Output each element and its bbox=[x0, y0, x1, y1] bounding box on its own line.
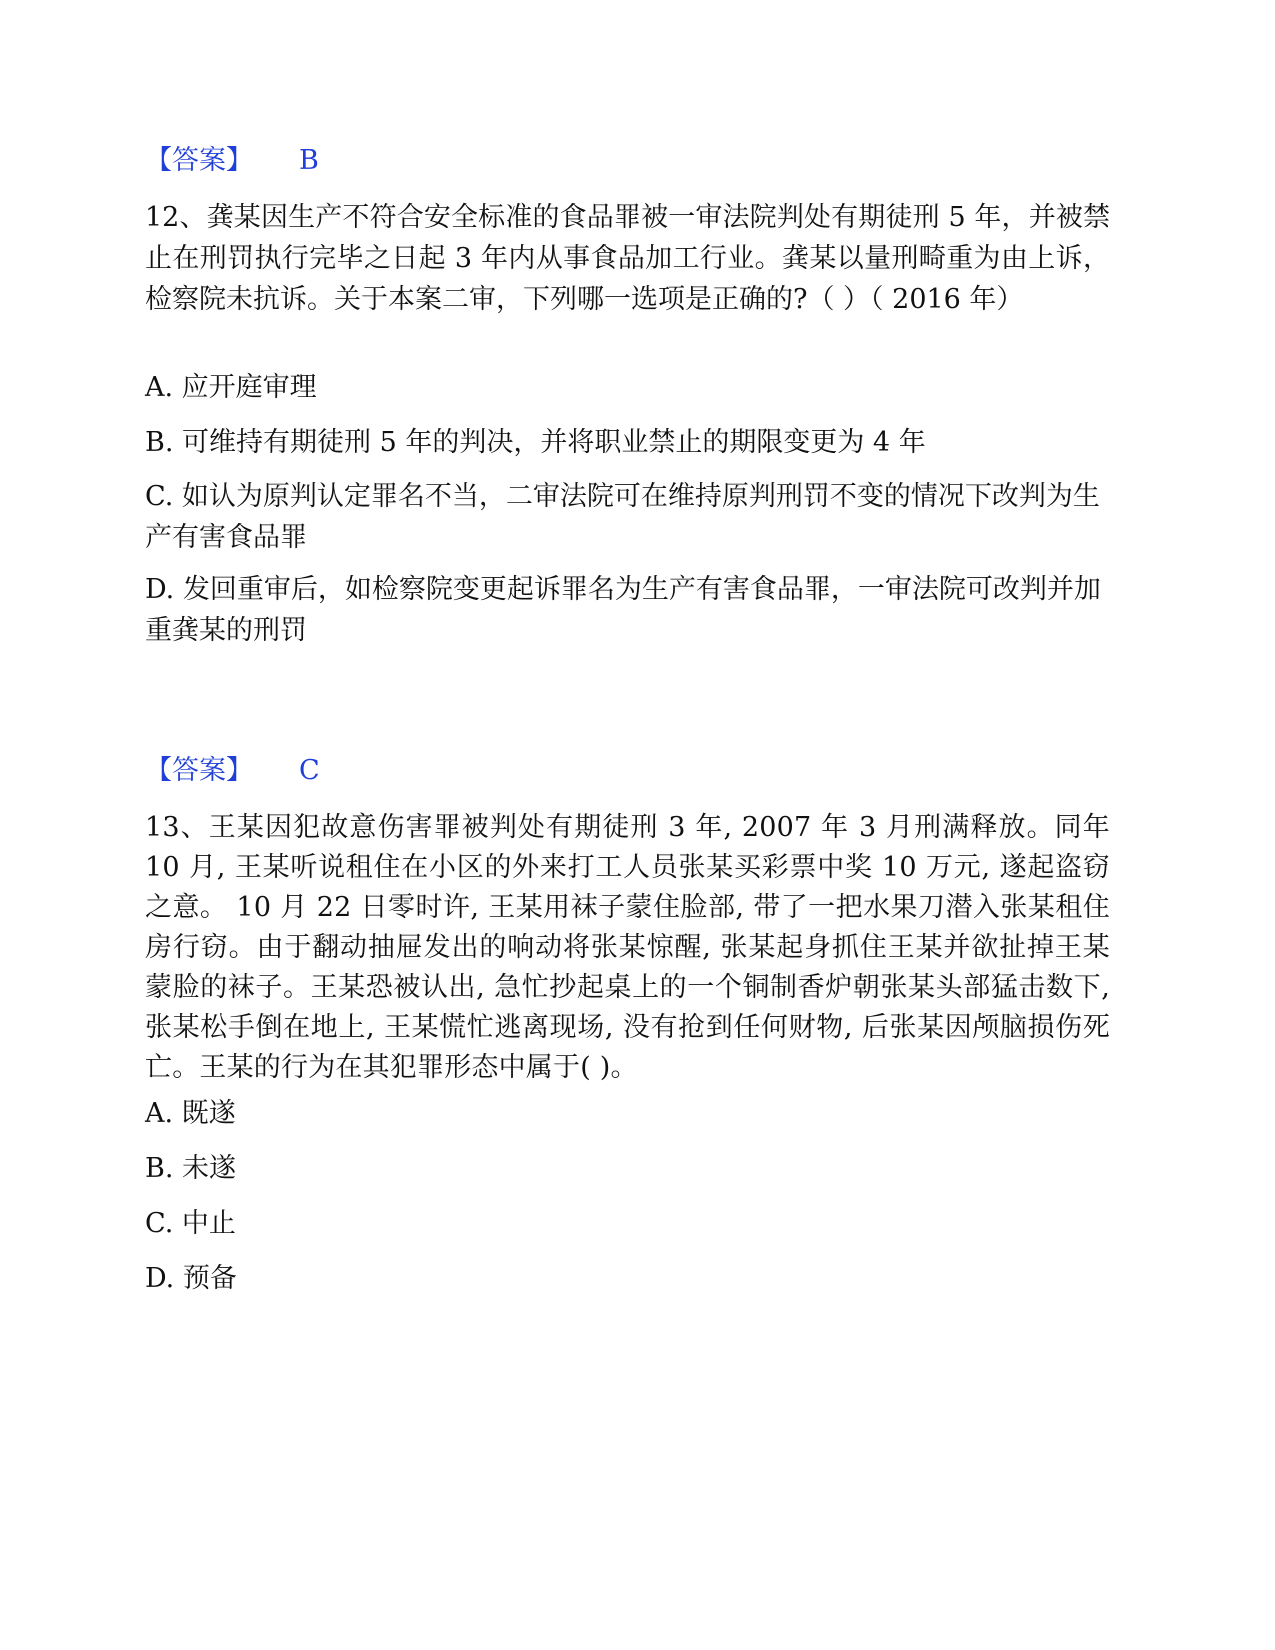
answer-label: 【答案】 bbox=[145, 755, 253, 786]
answer-value: C bbox=[299, 755, 320, 786]
question-13-option-c: C. 中止 bbox=[145, 1208, 236, 1239]
question-13-option-b: B. 未遂 bbox=[145, 1153, 237, 1184]
answer-label: 【答案】 bbox=[145, 145, 253, 176]
question-12-option-d: D. 发回重审后，如检察院变更起诉罪名为生产有害食品罪，一审法院可改判并加重龚某的刑罚 bbox=[145, 574, 1101, 646]
answer-line-q11 bbox=[145, 143, 319, 179]
question-13-option-a: A. 既遂 bbox=[145, 1098, 236, 1129]
question-12-option-b: B. 可维持有期徒刑 5 年的判决，并将职业禁止的期限变更为 4 年 bbox=[145, 427, 926, 458]
answer-line-q12 bbox=[145, 753, 320, 789]
question-12-stem: 12、龚某因生产不符合安全标准的食品罪被一审法院判处有期徒刑 5 年，并被禁止在刑罚执行完毕之日起 3 年内从事食品加工行业。龚某以量刑畸重为由上诉，检察院未抗诉。关于本案二审，下列哪一选项是正确的?（ ）（ 2016 年） bbox=[145, 202, 1110, 315]
question-12-option-c: C. 如认为原判认定罪名不当，二审法院可在维持原判刑罚不变的情况下改判为生产有害食品罪 bbox=[145, 481, 1100, 553]
answer-value: B bbox=[299, 145, 319, 176]
question-13-stem: 13、王某因犯故意伤害罪被判处有期徒刑 3 年, 2007 年 3 月刑满释放。同年 10 月, 王某听说租住在小区的外来打工人员张某买彩票中奖 10 万元, 遂起盗窃之意。 10 月 22 日零时许, 王某用袜子蒙住脸部, 带了一把水果刀潜入张某租住房行窃。由于翻动抽屉发出的响动将张某惊醒, 张某起身抓住王某并欲扯掉王某蒙脸的袜子。王某恐被认出, 急忙抄起桌上的一个铜制香炉朝张某头部猛击数下, 张某松手倒在地上, 王某慌忙逃离现场, 没有抢到任何财物, 后张某因颅脑损伤死亡。王某的行为在其犯罪形态中属于( )。 bbox=[145, 812, 1110, 1083]
question-13-option-d: D. 预备 bbox=[145, 1263, 237, 1294]
question-12-option-a: A. 应开庭审理 bbox=[145, 372, 317, 403]
